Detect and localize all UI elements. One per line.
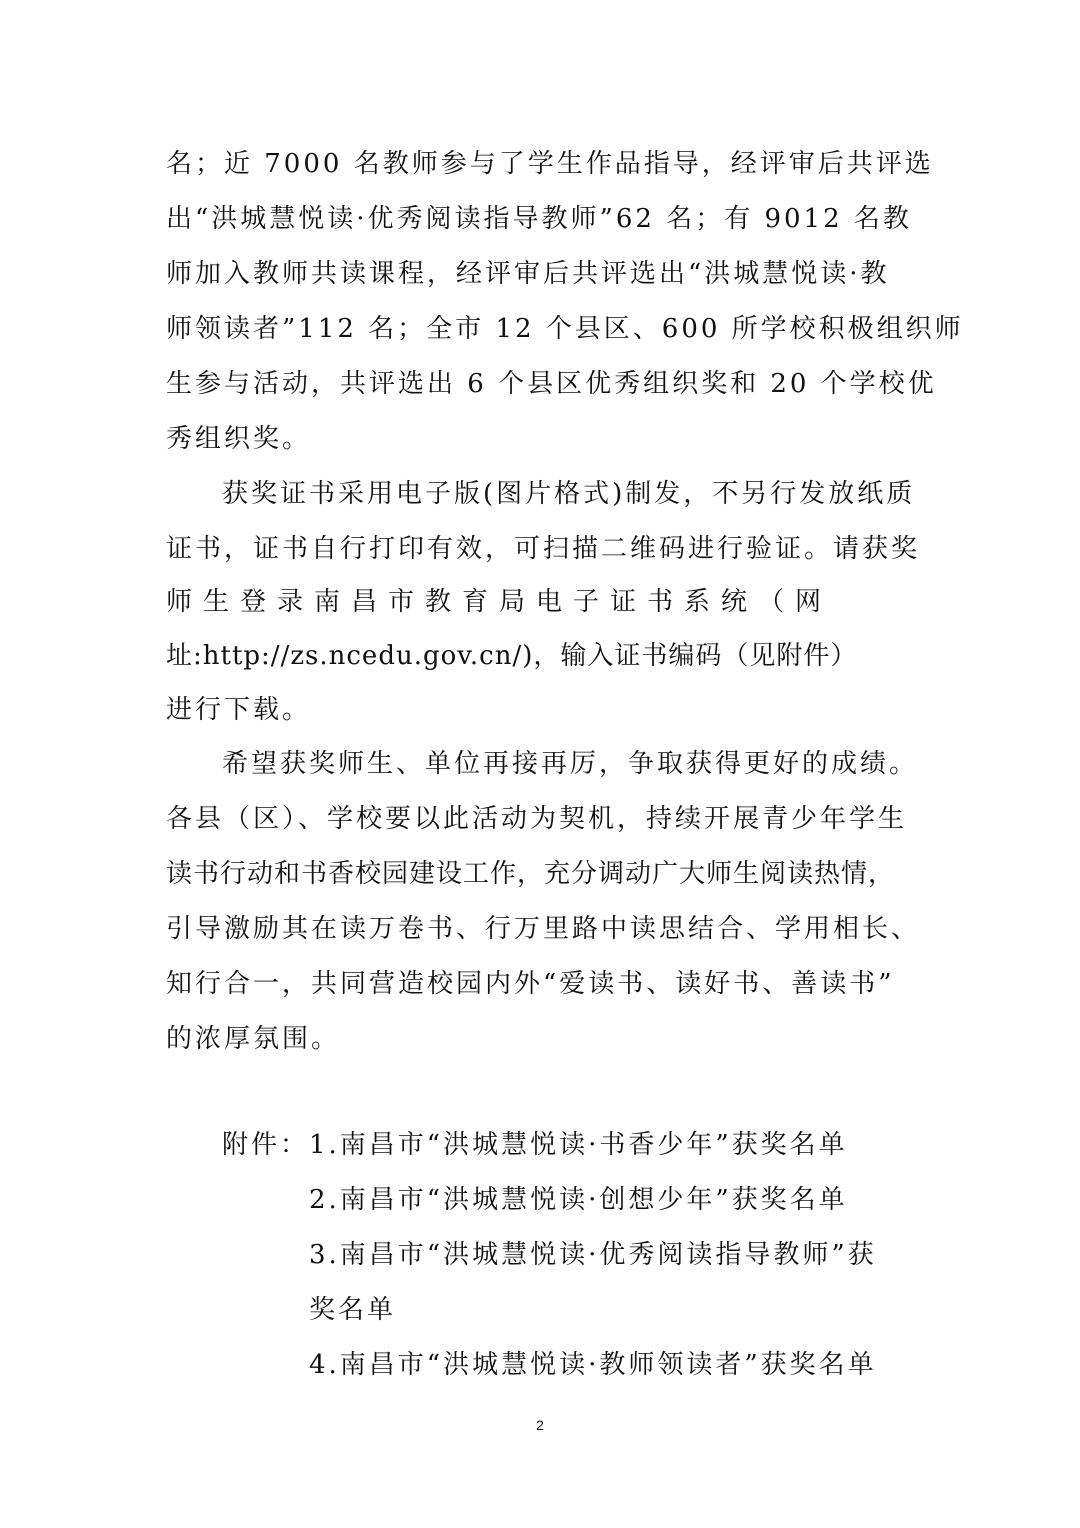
text-line: 师领读者”112 名；全市 12 个县区、600 所学校积极组织师 xyxy=(166,314,964,344)
text-line: 证书，证书自行打印有效，可扫描二维码进行验证。请获奖 xyxy=(166,534,921,564)
text-line: 获奖证书采用电子版(图片格式)制发，不另行发放纸质 xyxy=(222,479,916,509)
attachment-item: 3.南昌市“洪城慧悦读·优秀阅读指导教师”获 xyxy=(309,1240,877,1270)
text-line: 生参与活动，共评选出 6 个县区优秀组织奖和 20 个学校优 xyxy=(166,369,937,399)
text-line: 秀组织奖。 xyxy=(166,424,312,454)
text-line: 名；近 7000 名教师参与了学生作品指导，经评审后共评选 xyxy=(166,149,934,179)
text-line: 师生登录南昌市教育局电子证书系统（网 xyxy=(166,587,833,617)
text-line: 进行下载。 xyxy=(166,695,312,725)
text-line: 出“洪城慧悦读·优秀阅读指导教师”62 名；有 9012 名教 xyxy=(166,204,912,234)
text-line: 师加入教师共读课程，经评审后共评选出“洪城慧悦读·教 xyxy=(166,259,890,289)
attachment-item: 2.南昌市“洪城慧悦读·创想少年”获奖名单 xyxy=(309,1185,848,1215)
attachments-label: 附件： xyxy=(222,1130,310,1160)
text-line: 各县（区）、学校要以此活动为契机，持续开展青少年学生 xyxy=(166,804,908,834)
attachment-item: 4.南昌市“洪城慧悦读·教师领读者”获奖名单 xyxy=(309,1350,877,1380)
text-line: 希望获奖师生、单位再接再厉，争取获得更好的成绩。 xyxy=(222,749,919,779)
text-line: 址:http://zs.ncedu.gov.cn/)，输入证书编码（见附件） xyxy=(166,641,858,671)
page-number: 2 xyxy=(536,1417,544,1433)
text-line: 引导激励其在读万卷书、行万里路中读思结合、学用相长、 xyxy=(166,914,921,944)
text-line: 的浓厚氛围。 xyxy=(166,1024,341,1054)
attachment-item: 1.南昌市“洪城慧悦读·书香少年”获奖名单 xyxy=(309,1130,848,1160)
attachment-item-continued: 奖名单 xyxy=(309,1295,397,1325)
text-line: 知行合一，共同营造校园内外“爱读书、读好书、善读书” xyxy=(166,969,895,999)
text-line: 读书行动和书香校园建设工作，充分调动广大师生阅读热情， xyxy=(166,859,896,889)
